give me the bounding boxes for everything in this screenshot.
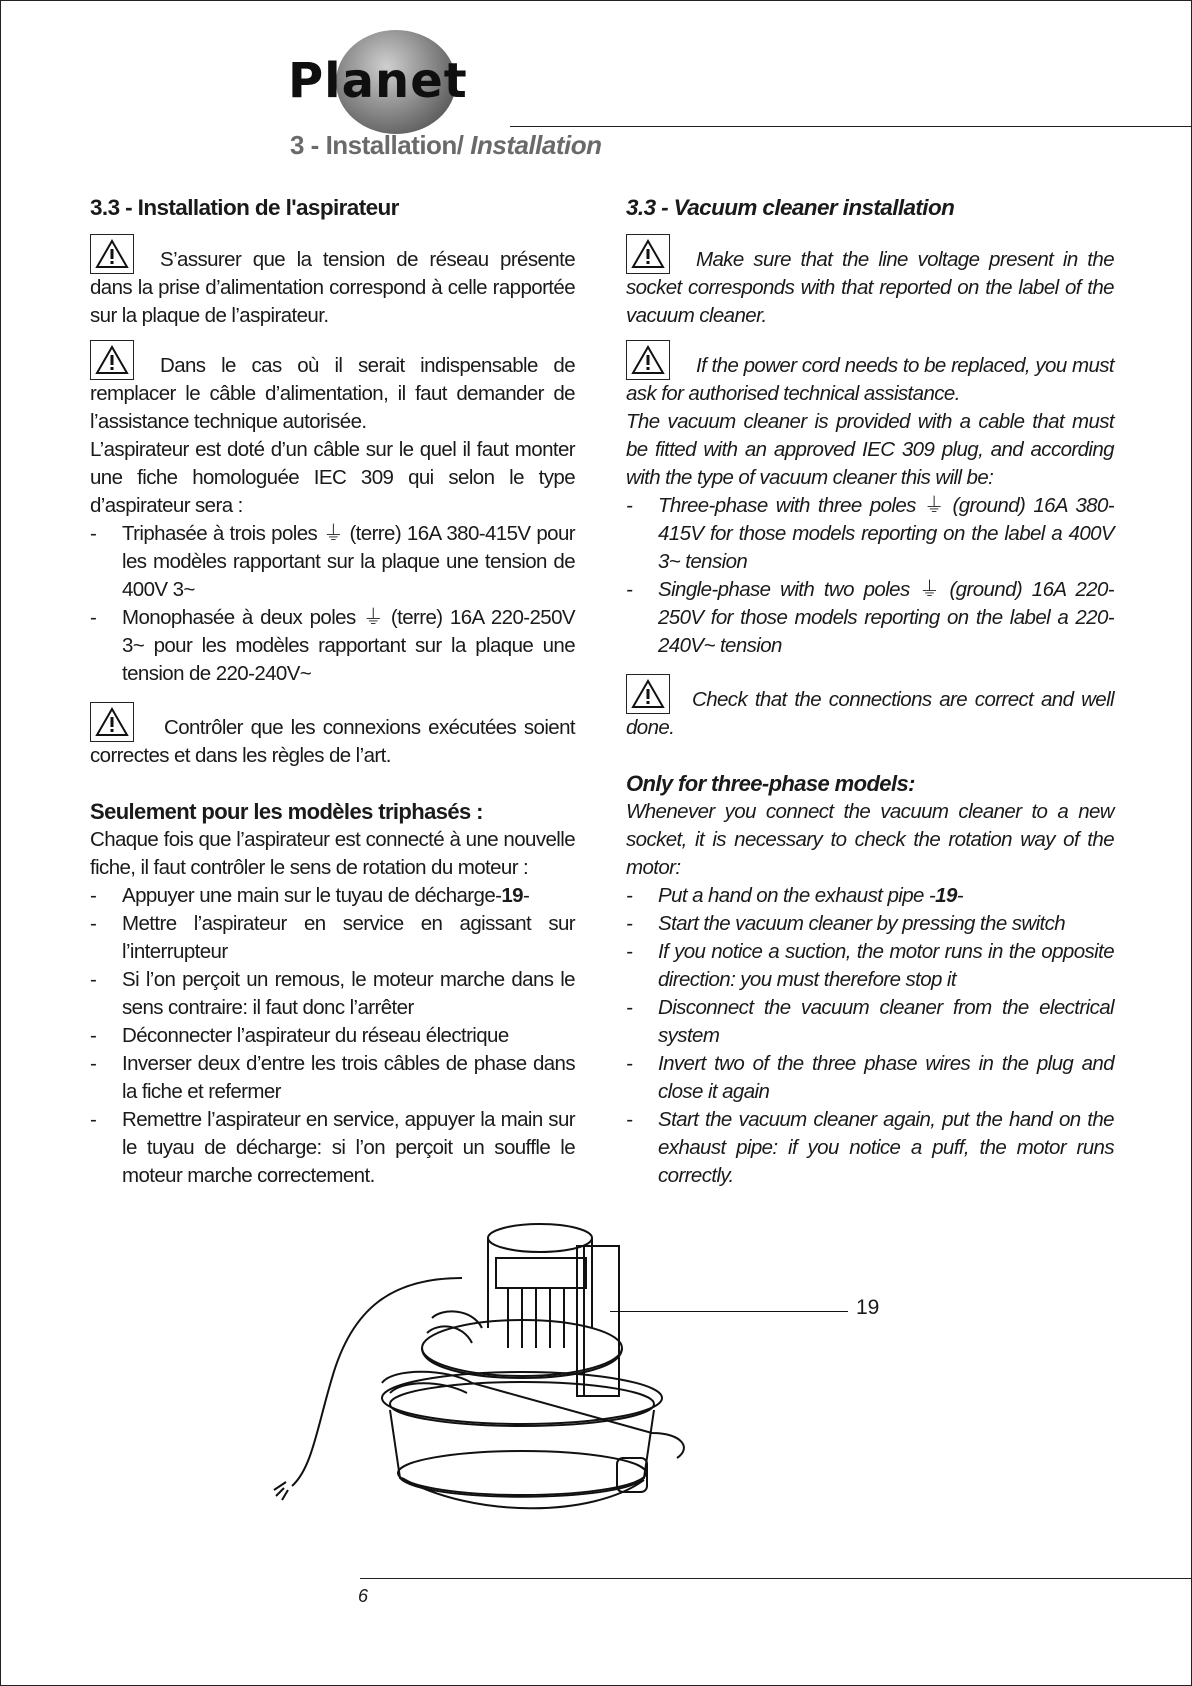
warning-triangle-icon xyxy=(626,234,670,274)
ground-symbol-icon: ⏚ xyxy=(923,494,945,517)
callout-line xyxy=(610,1311,848,1312)
warning-triangle-icon xyxy=(626,340,670,380)
fr-warning-3-text: Contrôler que les connexions exécutées soient correctes et dans les règles de l’art. xyxy=(90,716,575,767)
ground-symbol-icon: ⏚ xyxy=(363,606,384,629)
warning-triangle-icon xyxy=(90,340,134,380)
warning-triangle-icon xyxy=(90,234,134,274)
list-item: - Triphasée à trois poles ⏚ (terre) 16A 380-415V pour les modèles rapportant sur la plaque une tension de 400V 3~ xyxy=(90,520,575,604)
list-item: - Disconnect the vacuum cleaner from the electrical system xyxy=(626,994,1114,1050)
warning-triangle-icon xyxy=(626,674,670,714)
fr-heading: 3.3 - Installation de l'aspirateur xyxy=(90,195,399,220)
callout-number: 19 xyxy=(856,1296,880,1319)
list-item: - Start the vacuum cleaner by pressing the switch xyxy=(626,910,1114,938)
page-number: 6 xyxy=(358,1586,369,1606)
en-plug-list xyxy=(626,492,1114,660)
list-item: - Remettre l’aspirateur en service, appuyer la main sur le tuyau de décharge: si l’on perçoit un souffle le moteur marche correctement. xyxy=(90,1106,575,1190)
list-item: - Déconnecter l’aspirateur du réseau électrique xyxy=(90,1022,575,1050)
list-item: - Three-phase with three poles ⏚ (ground) 16A 380-415V for those models reporting on the label a 400V 3~ tension xyxy=(626,492,1114,576)
fr-plug-list xyxy=(90,520,575,688)
footer-rule xyxy=(360,1578,1192,1579)
list-item: - If you notice a suction, the motor runs in the opposite direction: you must therefore stop it xyxy=(626,938,1114,994)
list-item: - Put a hand on the exhaust pipe -19- xyxy=(626,882,1114,910)
french-column xyxy=(90,194,575,1190)
section-header xyxy=(290,130,602,161)
list-item: - Appuyer une main sur le tuyau de décharge-19- xyxy=(90,882,575,910)
list-item: - Si l’on perçoit un remous, le moteur marche dans le sens contraire: il faut donc l’arrêter xyxy=(90,966,575,1022)
en-steps-list xyxy=(626,882,1114,1190)
vacuum-cleaner-illustration xyxy=(272,1218,752,1578)
en-warning-2-text: If the power cord needs to be replaced, you must ask for authorised technical assistance. xyxy=(626,354,1114,405)
section-title-en: Installation xyxy=(470,130,602,160)
list-item: - Mettre l’aspirateur en service en agissant sur l’interrupteur xyxy=(90,910,575,966)
warning-triangle-icon xyxy=(90,702,134,742)
section-number: 3 - Installation/ xyxy=(290,130,464,160)
planet-logo xyxy=(288,30,510,134)
list-item: - Inverser deux d’entre les trois câbles de phase dans la fiche et refermer xyxy=(90,1050,575,1106)
ground-symbol-icon: ⏚ xyxy=(919,578,940,601)
fr-cable-text: L’aspirateur est doté d’un câble sur le quel il faut monter une fiche homologuée IEC 309 qui selon le type d’aspirateur sera : xyxy=(90,438,575,517)
english-column xyxy=(626,194,1114,1190)
en-three-phase-intro: Whenever you connect the vacuum cleaner to a new socket, it is necessary to check the rotation way of the motor: xyxy=(626,800,1114,879)
fr-three-phase-intro: Chaque fois que l’aspirateur est connecté à une nouvelle fiche, il faut contrôler le sens de rotation du moteur : xyxy=(90,828,575,879)
en-three-phase-heading: Only for three-phase models: xyxy=(626,771,915,796)
en-warning-1-text: Make sure that the line voltage present in the socket corresponds with that reported on the label of the vacuum cleaner. xyxy=(626,248,1114,327)
fr-three-phase-heading: Seulement pour les modèles triphasés : xyxy=(90,799,483,824)
list-item: - Invert two of the three phase wires in the plug and close it again xyxy=(626,1050,1114,1106)
fr-steps-list xyxy=(90,882,575,1190)
en-cable-text: The vacuum cleaner is provided with a cable that must be fitted with an approved IEC 309 plug, and according with the type of vacuum cleaner this will be: xyxy=(626,410,1114,489)
list-item: - Single-phase with two poles ⏚ (ground) 16A 220-250V for those models reporting on the label a 220-240V~ tension xyxy=(626,576,1114,660)
fr-warning-1-text: S’assurer que la tension de réseau présente dans la prise d’alimentation correspond à celle rapportée sur la plaque de l’aspirateur. xyxy=(90,248,575,327)
header-rule xyxy=(510,126,1192,127)
logo-text: Planet xyxy=(288,53,468,109)
en-heading: 3.3 - Vacuum cleaner installation xyxy=(626,195,955,220)
en-warning-3-text: Check that the connections are correct and well done. xyxy=(626,688,1114,739)
fr-warning-2-text: Dans le cas où il serait indispensable de remplacer le câble d’alimentation, il faut demander de l’assistance technique autorisée. xyxy=(90,354,575,433)
ground-symbol-icon: ⏚ xyxy=(323,522,344,545)
list-item: - Monophasée à deux poles ⏚ (terre) 16A 220-250V 3~ pour les modèles rapportant sur la plaque une tension de 220-240V~ xyxy=(90,604,575,688)
list-item: - Start the vacuum cleaner again, put the hand on the exhaust pipe: if you notice a puff, the motor runs correctly. xyxy=(626,1106,1114,1190)
